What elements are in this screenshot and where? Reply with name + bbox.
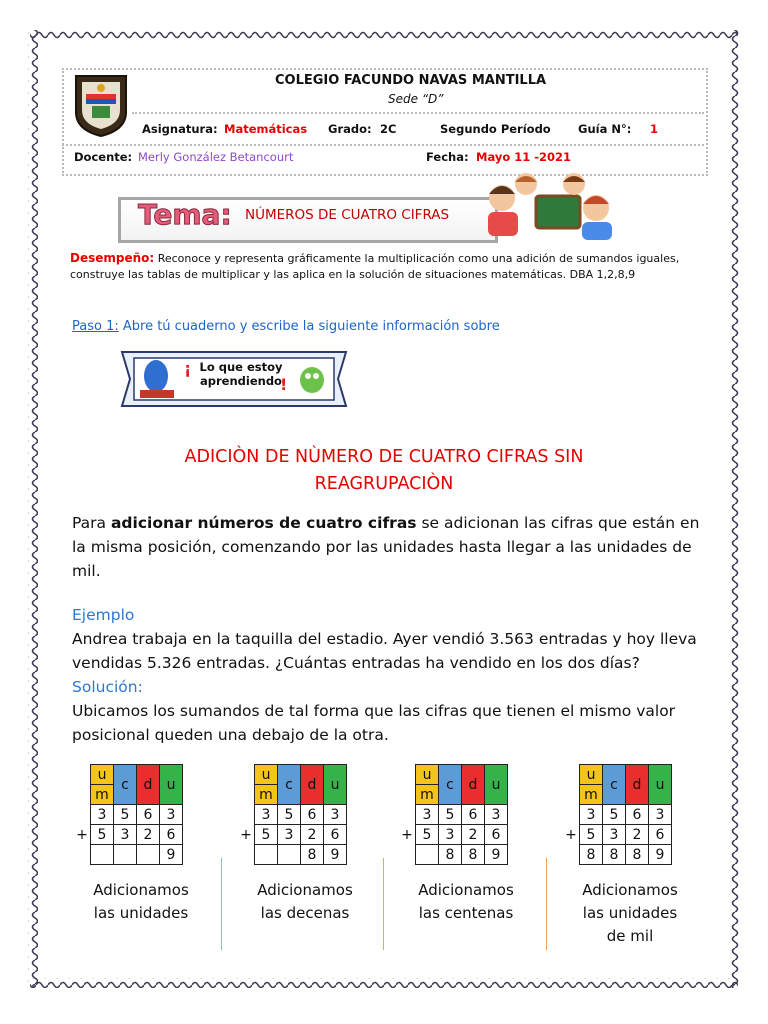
digit-cell: 5 (416, 825, 439, 845)
spacer-cell (238, 765, 255, 785)
caption-line: de mil (606, 927, 654, 945)
heading-line: ADICIÒN DE NÙMERO DE CUATRO CIFRAS SIN (184, 447, 584, 467)
digit-cell: 2 (462, 825, 485, 845)
result-cell (114, 845, 137, 865)
result-cell: 9 (485, 845, 508, 865)
svg-text:¡: ¡ (184, 359, 192, 378)
digit-cell: 5 (580, 825, 603, 845)
digit-cell: 5 (255, 825, 278, 845)
banner-text (196, 360, 286, 388)
caption-line: Adicionamos (93, 881, 189, 899)
plus-sign: + (76, 826, 88, 843)
digit-cell: 6 (301, 805, 324, 825)
spacer-cell (74, 785, 91, 805)
paso-label: Paso 1: (72, 319, 119, 334)
digit-cell: 3 (439, 825, 462, 845)
kids-illustration (478, 170, 618, 242)
fecha-label: Fecha: (426, 150, 469, 164)
column-separator (546, 858, 547, 950)
asignatura-value: Matemáticas (224, 122, 308, 136)
result-cell: 8 (626, 845, 649, 865)
intro-bold: adicionar números de cuatro cifras (110, 514, 417, 532)
result-cell: 9 (649, 845, 672, 865)
spacer-cell (399, 805, 416, 825)
spacer-cell (238, 785, 255, 805)
column-separator (383, 858, 384, 950)
svg-text:!: ! (280, 375, 288, 394)
desempeno-paragraph (70, 250, 710, 283)
plus-sign: + (565, 826, 577, 843)
header-d: d (626, 765, 649, 805)
docente-value: Merly González Betancourt (138, 150, 294, 164)
digit-cell: 5 (439, 805, 462, 825)
spacer-cell (563, 805, 580, 825)
header-um: u (416, 765, 439, 785)
header-um: u (91, 765, 114, 785)
ejemplo-label: Ejemplo (72, 606, 135, 624)
digit-cell: 5 (278, 805, 301, 825)
header-c: c (439, 765, 462, 805)
digit-cell: 5 (91, 825, 114, 845)
school-name: COLEGIO FACUNDO NAVAS MANTILLA (275, 73, 547, 88)
spacer-cell (563, 845, 580, 865)
heading-line: REAGRUPACIÒN (314, 474, 454, 494)
solucion-text: Ubicamos los sumandos de tal forma que las cifras que tienen el mismo valor posicional queden una debajo de la otra. (72, 702, 676, 744)
place-value-table (238, 764, 347, 865)
desempeno-text: Reconoce y representa gráficamente la multiplicación como una adición de sumandos iguales, construye las tablas de multiplicar y las aplica en la solución de situaciones matemáticas. DBA 1,2,8,9 (70, 252, 680, 281)
intro-pre: Para (72, 514, 111, 532)
digit-cell: 3 (324, 805, 347, 825)
spacer-cell (563, 765, 580, 785)
banner-line: Lo que estoy (199, 360, 283, 374)
header-um: u (255, 765, 278, 785)
digit-cell: 3 (416, 805, 439, 825)
guia-label: Guía N°: (578, 122, 632, 136)
digit-cell: 5 (114, 805, 137, 825)
header-d: d (301, 765, 324, 805)
digit-cell: 6 (137, 805, 160, 825)
intro-paragraph (72, 511, 702, 583)
caption-line: las unidades (93, 904, 189, 922)
caption-line: Adicionamos (418, 881, 514, 899)
result-cell: 8 (301, 845, 324, 865)
digit-cell: 2 (301, 825, 324, 845)
step-caption (565, 879, 695, 948)
digit-cell: 2 (137, 825, 160, 845)
header-c: c (114, 765, 137, 805)
school-logo (72, 72, 130, 138)
intro-post: se adicionan las cifras que están en la misma posición, comenzando por las unidades hasta llegar a las unidades de mil. (72, 514, 700, 580)
digit-cell: 3 (91, 805, 114, 825)
header-u: u (160, 765, 183, 805)
fecha-value: Mayo 11 -2021 (476, 150, 572, 164)
digit-cell: 5 (603, 805, 626, 825)
header-divider (132, 112, 704, 114)
plus-sign: + (240, 826, 252, 843)
spacer-cell (399, 845, 416, 865)
banner-line: aprendiendo (200, 374, 282, 388)
digit-cell: 6 (626, 805, 649, 825)
header-divider (62, 144, 704, 146)
spacer-cell (74, 765, 91, 785)
desempeno-label: Desempeño: (70, 251, 155, 265)
place-value-table (74, 764, 183, 865)
header-u: u (324, 765, 347, 805)
header-d: d (462, 765, 485, 805)
result-cell (91, 845, 114, 865)
spacer-cell (399, 765, 416, 785)
digit-cell: 3 (255, 805, 278, 825)
digit-cell: 3 (160, 805, 183, 825)
digit-cell: 3 (278, 825, 301, 845)
grado-value: 2C (380, 122, 397, 136)
caption-line: las centenas (418, 904, 514, 922)
paso-text: Abre tú cuaderno y escribe la siguiente información sobre (118, 319, 500, 334)
school-sede: Sede “D” (388, 92, 444, 106)
digit-cell: 6 (485, 825, 508, 845)
digit-cell: 3 (580, 805, 603, 825)
ejemplo-text: Andrea trabaja en la taquilla del estadio. Ayer vendió 3.563 entradas y hoy lleva vendidas 5.326 entradas. ¿Cuántas entradas ha vendido en los dos días? (72, 630, 697, 672)
grado-label: Grado: (328, 122, 372, 136)
caption-line: Adicionamos (582, 881, 678, 899)
place-value-table (563, 764, 672, 865)
spacer-cell (238, 845, 255, 865)
result-cell: 8 (580, 845, 603, 865)
result-cell (416, 845, 439, 865)
docente-label: Docente: (74, 150, 133, 164)
result-cell: 8 (439, 845, 462, 865)
result-cell: 8 (603, 845, 626, 865)
digit-cell: 3 (649, 805, 672, 825)
header-u: u (649, 765, 672, 805)
lesson-heading (70, 444, 698, 498)
header-u: u (485, 765, 508, 805)
spacer-cell (74, 845, 91, 865)
digit-cell: 3 (114, 825, 137, 845)
header-um: m (255, 785, 278, 805)
caption-line: las decenas (260, 904, 350, 922)
result-cell: 9 (324, 845, 347, 865)
digit-cell: 6 (324, 825, 347, 845)
header-um: u (580, 765, 603, 785)
digit-cell: 3 (603, 825, 626, 845)
digit-cell: 2 (626, 825, 649, 845)
header-d: d (137, 765, 160, 805)
digit-cell: 6 (649, 825, 672, 845)
header-um: m (416, 785, 439, 805)
step-caption (76, 879, 206, 925)
step-caption (401, 879, 531, 925)
result-cell: 9 (160, 845, 183, 865)
spacer-cell (238, 805, 255, 825)
tema-word: Tema: (138, 198, 232, 231)
result-cell (255, 845, 278, 865)
result-cell (137, 845, 160, 865)
asignatura-label: Asignatura: (142, 122, 218, 136)
digit-cell: 6 (160, 825, 183, 845)
digit-cell: 6 (462, 805, 485, 825)
lesson-body (72, 511, 702, 747)
caption-line: Adicionamos (257, 881, 353, 899)
solucion-label: Solución: (72, 678, 143, 696)
spacer-cell (399, 785, 416, 805)
step-caption (240, 879, 370, 925)
column-separator (221, 858, 222, 950)
spacer-cell (563, 785, 580, 805)
digit-cell: 3 (485, 805, 508, 825)
spacer-cell (74, 805, 91, 825)
tema-title: NÚMEROS DE CUATRO CIFRAS (245, 207, 450, 223)
header-c: c (603, 765, 626, 805)
guia-value: 1 (650, 122, 659, 136)
result-cell (278, 845, 301, 865)
plus-sign: + (401, 826, 413, 843)
paso-line (72, 319, 500, 334)
place-value-table (399, 764, 508, 865)
result-cell: 8 (462, 845, 485, 865)
periodo: Segundo Período (440, 122, 551, 136)
header-um: m (580, 785, 603, 805)
header-um: m (91, 785, 114, 805)
header-c: c (278, 765, 301, 805)
caption-line: las unidades (582, 904, 678, 922)
